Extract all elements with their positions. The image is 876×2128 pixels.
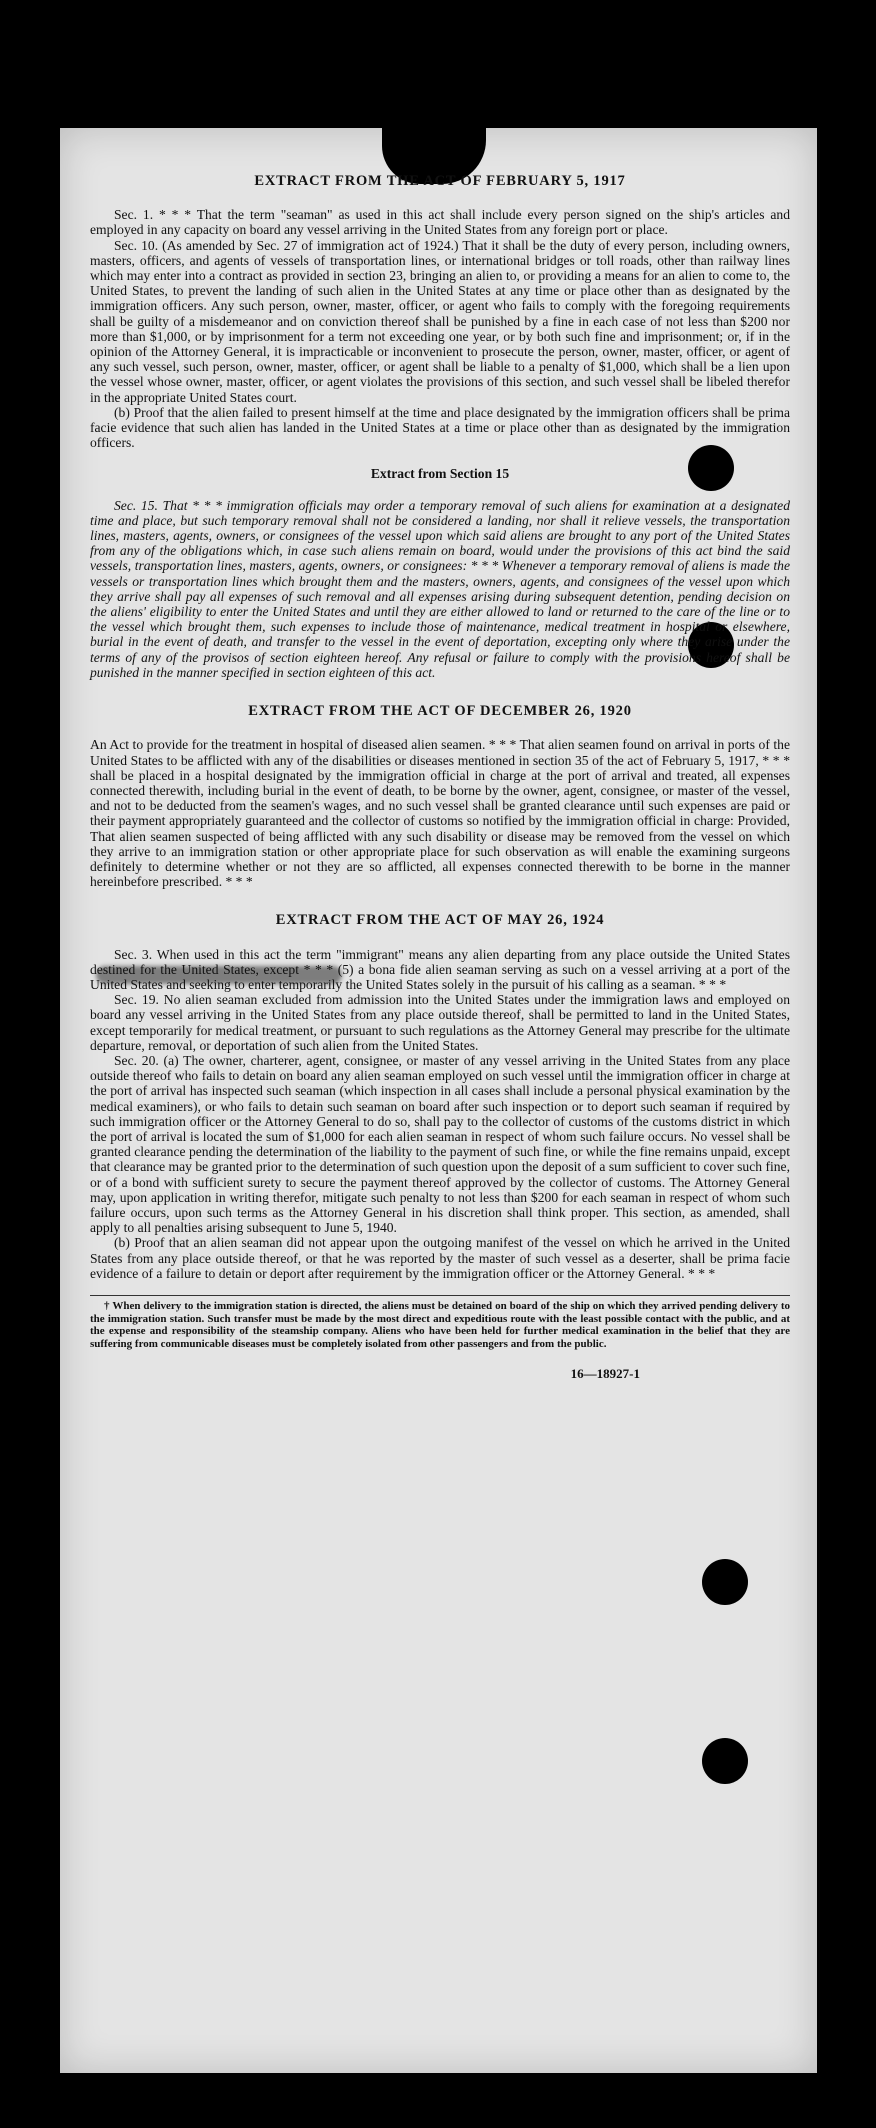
heading-act-1917: EXTRACT FROM THE ACT OF FEBRUARY 5, 1917 <box>254 173 626 189</box>
heading-section-15: Extract from Section 15 <box>370 466 510 482</box>
document-body <box>90 168 790 1381</box>
document-page <box>60 128 817 2073</box>
act-1920-paragraph: An Act to provide for the treatment in hospital of diseased alien seamen. * * * That alien seamen found on arrival in ports of the United States to be afflicted with any of the disabilities or diseases mentioned in section 35 of the act of February 5, 1917, * * * shall be placed in a hospital designated by the immigration official in charge at the port of arrival and treated, all expenses connected therewith, including burial in the event of death, to be borne by the owner, agent, consignee, or master of the vessel, and not to be deducted from the seamen's wages, and no such vessel shall be granted clearance until such expenses are paid or their payment appropriately guaranteed and the collector of customs so notified by the immigration official in charge: Provided, That alien seamen suspected of being afflicted with any such disability or disease may be removed from the vessel on which they arrive to an immigration station or other appropriate place for such observation as will enable the examining surgeons definitely to determine whether or not they are so afflicted, all expenses connected therewith to be borne in the manner hereinbefore prescribed. * * * <box>90 737 790 890</box>
heading-act-1920: EXTRACT FROM THE ACT OF DECEMBER 26, 1920 <box>248 703 632 720</box>
section-20b-paragraph: (b) Proof that an alien seaman did not appear upon the outgoing manifest of the vessel on which he arrived in the United States from any place outside thereof, or that he was reported by the master of such vessel as a deserter, shall be prima facie evidence of a failure to detain or deport after requirement by the immigration officer or the Attorney General. * * * <box>90 1235 790 1281</box>
section-15-paragraph: Sec. 15. That * * * immigration officials may order a temporary removal of such aliens for examination at a designated time and place, but such temporary removal shall not be considered a landing, nor shall it relieve vessels, the transportation lines, masters, agents, owners, or consignees of the vessel upon which said aliens are brought to any port of the United States from any of the obligations which, in case such aliens remain on board, would under the provisions of this act bind the said vessels, transportation lines, masters, agents, owners, or consignees: * * * Whenever a temporary removal of aliens is made the vessels or transportation lines which brought them and the masters, owners, agents, and consignees of the vessel upon which they arrive shall pay all expenses of such removal and all expenses arising during subsequent detention, pending decision on the aliens' eligibility to enter the United States and until they are either allowed to land or returned to the care of the line or to the vessel which brought them, such expenses to include those of maintenance, medical treatment in hospital or elsewhere, burial in the event of death, and transfer to the vessel in the event of deportation, excepting only where they arise under the terms of any of the provisos of section eighteen hereof. Any refusal or failure to comply with the provisions hereof shall be punished in the manner specified in section eighteen of this act. <box>90 497 790 680</box>
heading-act-1924: EXTRACT FROM THE ACT OF MAY 26, 1924 <box>275 912 605 929</box>
punch-hole <box>702 1559 748 1605</box>
section-3-paragraph: Sec. 3. When used in this act the term "immigrant" means any alien departing from any place outside the United States destined for the United States, except * * * (5) a bona fide alien seaman serving as such on a vessel arriving at a port of the United States and seeking to enter temporarily the United States solely in the pursuit of his calling as a seaman. * * * <box>90 946 790 992</box>
section-19-paragraph: Sec. 19. No alien seaman excluded from admission into the United States under the immigration laws and employed on board any vessel arriving in the United States from any place outside thereof, shall be permitted to land in the United States, except temporarily for medical treatment, or pursuant to such regulations as the Attorney General may prescribe for the ultimate departure, removal, or deportation of such alien from the United States. <box>90 992 790 1053</box>
section-10b-paragraph: (b) Proof that the alien failed to present himself at the time and place designated by the immigration officers shall be prima facie evidence that such alien has landed in the United States at a time or place other than as designated by the immigration officers. <box>90 404 790 451</box>
section-20a-paragraph: Sec. 20. (a) The owner, charterer, agent, consignee, or master of any vessel arriving in the United States from any place outside thereof who fails to detain on board any alien seaman employed on such vessel until the immigration officer in charge at the port of arrival has inspected such seaman (which inspection in all cases shall include a personal physical examination by the medical examiners), or who fails to detain such seaman on board after such inspection or to deport such seaman if required by such immigration officer or the Attorney General to do so, shall pay to the collector of customs of the customs district in which the port of arrival is located the sum of $1,000 for each alien seaman in respect of whom such failure occurs. No vessel shall be granted clearance pending the determination of the liability to the payment of such fine, or while the fine remains unpaid, except that clearance may be granted prior to the determination of such question upon the deposit of a sum sufficient to cover such fine, or of a bond with sufficient surety to secure the payment thereof approved by the collector of customs. The Attorney General may, upon application in writing therefor, mitigate such penalty to not less than $200 for each seaman in respect of whom such failure occurs, upon such terms as the Attorney General in his discretion shall think proper. This section, as amended, shall apply to all penalties arising subsequent to June 5, 1940. <box>90 1052 790 1236</box>
punch-hole <box>702 1738 748 1784</box>
section-1-paragraph: Sec. 1. * * * That the term "seaman" as used in this act shall include every person signed on the ship's articles and employed in any capacity on board any vessel arriving in the United States from any foreign port or place. <box>90 207 790 238</box>
section-10-paragraph: Sec. 10. (As amended by Sec. 27 of immigration act of 1924.) That it shall be the duty of every person, including owners, masters, officers, and agents of vessels of transportation lines, or international bridges or toll roads, other than railway lines which may enter into a contract as provided in section 23, bringing an alien to, or providing a means for an alien to come to, the United States, to prevent the landing of such alien in the United States at any time or place other than as designated by the immigration officers. Any such person, owner, master, officer, or agent who fails to comply with the foregoing requirements shall be guilty of a misdemeanor and on conviction thereof shall be punished by a fine in each case of not less than $200 nor more than $1,000, or by imprisonment for a term not exceeding one year, or by both such fine and imprisonment; or, if in the opinion of the Attorney General, it is impracticable or inconvenient to prosecute the person, owner, master, officer, or agent of any such vessel, such person, owner, master, officer, or agent shall be liable to a penalty of $1,000, which shall be a lien upon the vessel whose owner, master, officer, or agent violates the provisions of this section, and such vessel shall be libeled therefor in the appropriate United States court. <box>90 237 790 405</box>
footnote: † When delivery to the immigration station is directed, the aliens must be detained on board of the ship on which they arrived pending delivery to the immigration station. Such transfer must be made by the most direct and expeditious route with the least possible contact with the public, and at the expense and responsibility of the steamship company. Aliens who have been held for further medical examination in the belief that they are suffering from communicable diseases must be completely isolated from other passengers and from the public. <box>90 1300 790 1350</box>
form-code: 16—18927-1 <box>570 1366 640 1381</box>
footnote-divider <box>90 1295 790 1296</box>
